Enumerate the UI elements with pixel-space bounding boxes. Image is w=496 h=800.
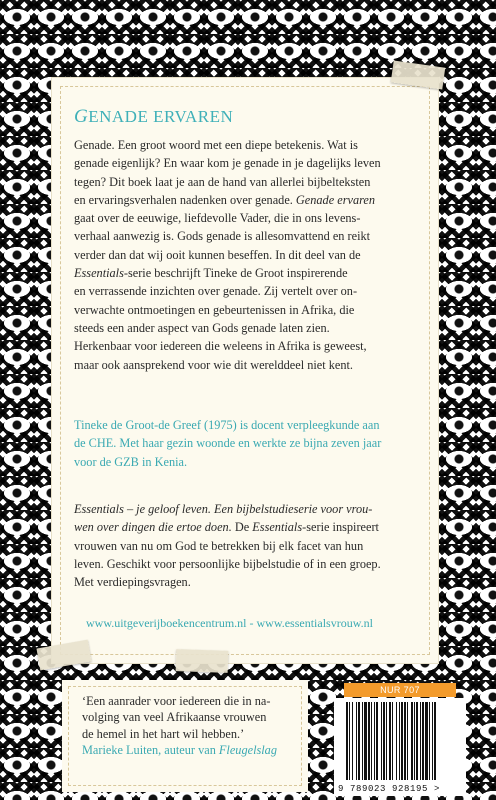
description-line: gaat over de eeuwige, liefdevolle Vader, die in ons levens-: [74, 211, 361, 226]
description-line: verhaal aanwezig is. Gods genade is allesomvattend en reikt: [74, 229, 371, 244]
barcode-bars: [346, 702, 458, 780]
series-line: Met verdiepingsvragen.: [74, 575, 191, 590]
description-line: en ervaringsverhalen nadenken over genade. Genade ervaren: [74, 192, 376, 207]
author-bio: [74, 416, 422, 471]
description-line: Essentials-serie beschrijft Tineke de Groot inspirerende: [74, 266, 348, 281]
website-links: www.uitgeverijboekencentrum.nl - www.essentialsvrouw.nl: [86, 616, 373, 630]
tape-bottom-left: [36, 640, 91, 671]
description-line: genade eigenlijk? En waar kom je genade in je dagelijks leven: [74, 156, 381, 171]
description-line: verder dan dat wij ooit kunnen beseffen. In dit deel van de: [74, 247, 361, 262]
author-bio-line: de CHE. Met haar gezin woonde en werkte ze bijna zeven jaar: [74, 436, 382, 451]
description-line: Herkenbaar voor iedereen die weleens in Afrika is geweest,: [74, 339, 367, 354]
series-line: leven. Geschikt voor persoonlijke bijbelstudie of in een groep.: [74, 556, 381, 571]
quote-line: de hemel in het hart wil hebben.’: [82, 726, 245, 741]
author-bio-line: Tineke de Groot-de Greef (1975) is docent verpleegkunde aan: [74, 418, 380, 432]
series-line: vrouwen van nu om God te betrekken bij elk facet van hun: [74, 538, 364, 553]
tape-bottom-middle: [176, 649, 229, 673]
description-paragraph: [74, 136, 422, 374]
nur-label: NUR 707: [344, 683, 456, 697]
series-website-link[interactable]: www.essentialsvrouw.nl: [256, 616, 373, 630]
book-title-italic: Genade ervaren: [295, 192, 376, 207]
description-line: tegen? Dit boek laat je aan de hand van allerlei bijbelteksten: [74, 174, 371, 189]
author-bio-line: voor de GZB in Kenia.: [74, 454, 188, 469]
series-line: wen over dingen die ertoe doen. De Essentials-serie inspireert: [74, 520, 379, 535]
quote-line: volging van veel Afrikaanse vrouwen: [82, 710, 267, 725]
series-name-italic: Essentials: [74, 266, 124, 281]
description-line: verwachte ontmoetingen en gebeurtenissen in Afrika, die: [74, 302, 355, 317]
barcode-digits: 9 789023 928195 >: [338, 784, 441, 794]
description-line: maar ook aansprekend voor wie dit werelddeel niet kent.: [74, 357, 353, 372]
isbn-barcode: [334, 698, 466, 796]
endorsement-quote: [82, 693, 302, 758]
publisher-website-link[interactable]: www.uitgeverijboekencentrum.nl: [86, 616, 247, 630]
description-line: Genade. Een groot woord met een diepe betekenis. Wat is: [74, 138, 358, 152]
book-title: GENADE ERVAREN: [74, 106, 234, 127]
description-line: steeds een ander aspect van Gods genade laten zien.: [74, 320, 330, 335]
quote-attribution: Marieke Luiten, auteur van Fleugelslag: [82, 742, 277, 757]
series-description: [74, 500, 422, 591]
quote-line: ‘Een aanrader voor iedereen die in na-: [82, 694, 271, 708]
description-line: en verrassende inzichten over genade. Zij vertelt over on-: [74, 284, 358, 299]
series-line: Essentials – je geloof leven. Een bijbelstudieserie voor vrou-: [74, 502, 373, 516]
